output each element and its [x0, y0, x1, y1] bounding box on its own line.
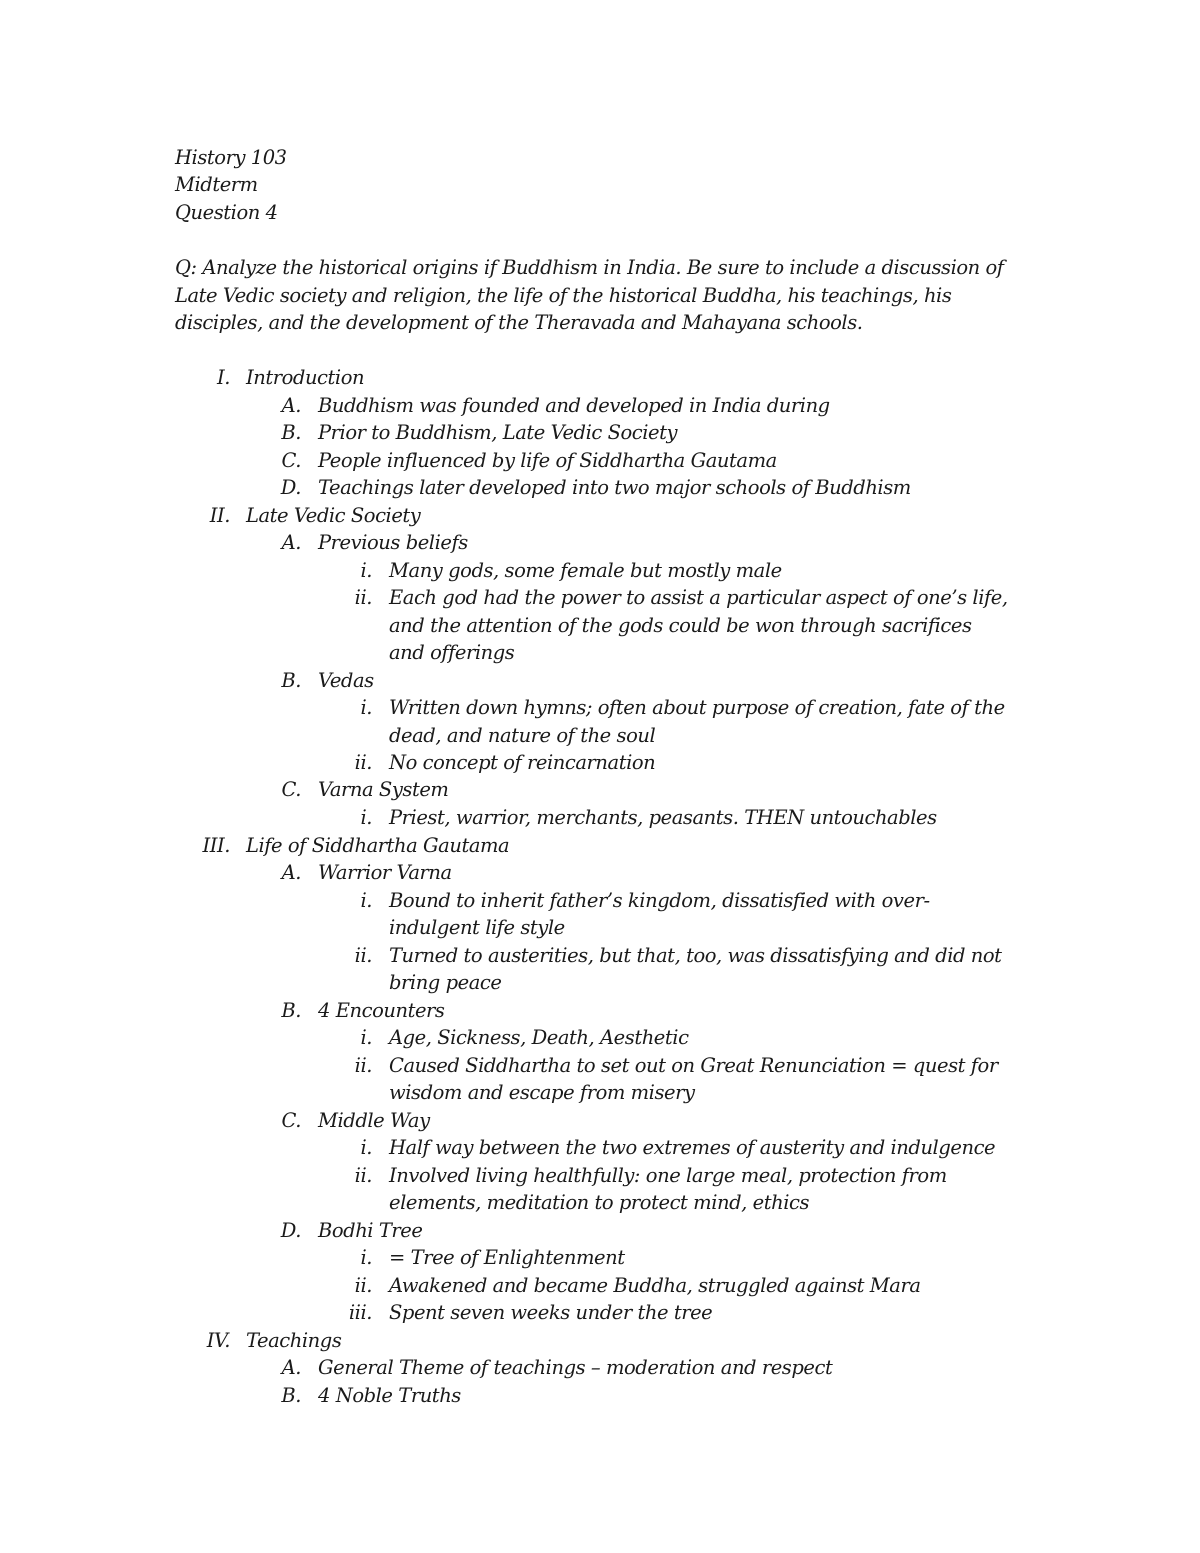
outline-marker: D. [280, 1219, 301, 1242]
outline-marker: i. [360, 1136, 372, 1159]
outline-text: Turned to austerities, but that, too, was dissatisfying and did not [389, 944, 1002, 967]
outline-text: Varna System [318, 778, 449, 801]
outline-text: indulgent life style [389, 916, 565, 939]
outline-text: elements, meditation to protect mind, ethics [389, 1191, 810, 1214]
outline-text: and offerings [389, 641, 515, 664]
outline-text: 4 Noble Truths [318, 1384, 461, 1407]
outline-text: bring peace [389, 971, 502, 994]
outline-marker: B. [281, 999, 301, 1022]
outline-marker: C. [281, 449, 301, 472]
outline-marker: ii. [354, 751, 372, 774]
outline-text: Each god had the power to assist a particular aspect of one’s life, [389, 586, 1008, 609]
question-number: Question 4 [175, 201, 278, 224]
outline-marker: i. [360, 696, 372, 719]
outline-marker: C. [281, 1109, 301, 1132]
outline-marker: C. [281, 778, 301, 801]
outline-marker: A. [281, 394, 301, 417]
outline-text: Half way between the two extremes of austerity and indulgence [389, 1136, 996, 1159]
outline-text: Written down hymns; often about purpose of creation, fate of the [389, 696, 1005, 719]
outline-text: 4 Encounters [318, 999, 445, 1022]
outline-text: Bodhi Tree [318, 1219, 423, 1242]
outline-text: Teachings later developed into two major schools of Buddhism [318, 476, 911, 499]
outline-text: Involved living healthfully: one large meal, protection from [389, 1164, 947, 1187]
outline-text: Prior to Buddhism, Late Vedic Society [318, 421, 678, 444]
outline-text: wisdom and escape from misery [389, 1081, 695, 1104]
outline-marker: B. [281, 1384, 301, 1407]
outline-marker: IV. [206, 1329, 230, 1352]
exam-title: Midterm [175, 173, 258, 196]
outline-text: = Tree of Enlightenment [389, 1246, 625, 1269]
outline-text: Vedas [318, 669, 374, 692]
outline-marker: ii. [354, 1274, 372, 1297]
outline-marker: A. [281, 531, 301, 554]
outline-text: No concept of reincarnation [389, 751, 656, 774]
outline-text: Bound to inherit father’s kingdom, dissatisfied with over- [389, 889, 930, 912]
outline-text: Middle Way [318, 1109, 430, 1132]
outline-marker: I. [216, 366, 230, 389]
outline-marker: II. [209, 504, 230, 527]
outline-marker: i. [360, 889, 372, 912]
outline-marker: i. [360, 1246, 372, 1269]
outline-marker: D. [280, 476, 301, 499]
question-line-3: disciples, and the development of the Theravada and Mahayana schools. [175, 311, 863, 334]
outline-text: Caused Siddhartha to set out on Great Renunciation = quest for [389, 1054, 998, 1077]
outline-text: Introduction [246, 366, 365, 389]
outline-text: Spent seven weeks under the tree [389, 1301, 713, 1324]
outline-marker: ii. [354, 1054, 372, 1077]
outline-text: Life of Siddhartha Gautama [246, 834, 510, 857]
outline-marker: A. [281, 1356, 301, 1379]
outline-marker: ii. [354, 944, 372, 967]
outline-text: Awakened and became Buddha, struggled against Mara [389, 1274, 921, 1297]
outline-text: Teachings [246, 1329, 342, 1352]
outline-marker: A. [281, 861, 301, 884]
outline-text: Buddhism was founded and developed in India during [318, 394, 830, 417]
outline-text: and the attention of the gods could be won through sacrifices [389, 614, 972, 637]
outline-text: Many gods, some female but mostly male [389, 559, 782, 582]
outline-text: Late Vedic Society [246, 504, 421, 527]
outline-text: Warrior Varna [318, 861, 452, 884]
question-line-1: Q: Analyze the historical origins if Buddhism in India. Be sure to include a discussion of [175, 256, 1004, 279]
course-title: History 103 [175, 146, 287, 169]
outline-marker: ii. [354, 1164, 372, 1187]
outline-marker: III. [202, 834, 230, 857]
outline-marker: i. [360, 1026, 372, 1049]
question-line-2: Late Vedic society and religion, the life of the historical Buddha, his teachings, his [175, 284, 952, 307]
outline-marker: B. [281, 669, 301, 692]
outline-marker: ii. [354, 586, 372, 609]
outline-marker: iii. [348, 1301, 372, 1324]
outline-text: Priest, warrior, merchants, peasants. THEN untouchables [389, 806, 937, 829]
outline-text: dead, and nature of the soul [389, 724, 656, 747]
outline-marker: i. [360, 559, 372, 582]
outline-text: General Theme of teachings – moderation and respect [318, 1356, 833, 1379]
outline-marker: B. [281, 421, 301, 444]
outline-text: Age, Sickness, Death, Aesthetic [389, 1026, 689, 1049]
outline-text: People influenced by life of Siddhartha Gautama [318, 449, 777, 472]
outline-marker: i. [360, 806, 372, 829]
outline-text: Previous beliefs [318, 531, 468, 554]
